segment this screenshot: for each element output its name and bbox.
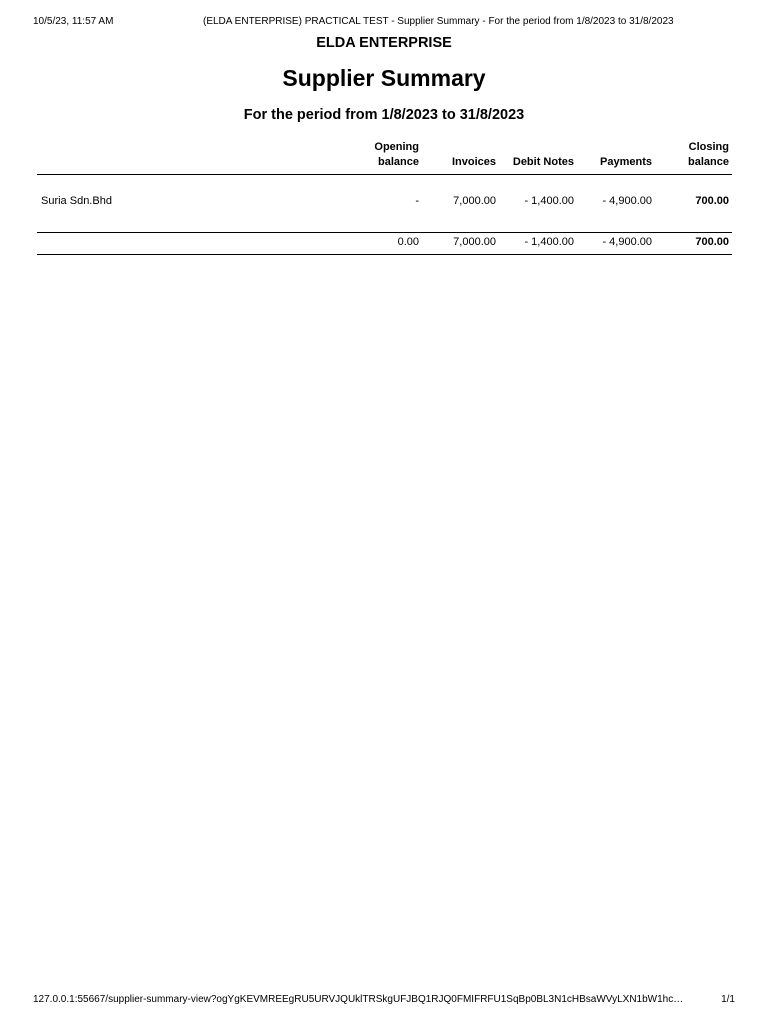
header-opening-balance: Opening balance: [374, 141, 419, 168]
invoices-value: 7,000.00: [453, 195, 496, 207]
report-period: For the period from 1/8/2023 to 31/8/2023: [243, 107, 525, 123]
page-url: 127.0.0.1:55667/supplier-summary-view?ogYgKEVMREEgRU5URVJQUklTRSkgUFJBQ1RJQ0FMIFRFU1SqBp0BL3N1cHBsaWVyLXN1bW1hc…: [33, 994, 684, 1005]
print-document-title: (ELDA ENTERPRISE) PRACTICAL TEST - Supplier Summary - For the period from 1/8/2023 to 31/8/2023: [203, 16, 674, 27]
total-invoices: 7,000.00: [453, 236, 496, 248]
total-closing-balance: 700.00: [695, 236, 729, 248]
print-header: [0, 16, 768, 30]
header-payments: Payments: [600, 156, 652, 168]
header-closing-balance: Closing balance: [688, 141, 729, 168]
table-header-row: [37, 139, 732, 175]
payments-value: - 4,900.00: [602, 195, 652, 207]
print-timestamp: 10/5/23, 11:57 AM: [33, 16, 114, 27]
totals-row: [37, 233, 732, 255]
closing-balance-value: 700.00: [695, 195, 729, 207]
total-payments: - 4,900.00: [602, 236, 652, 248]
header-invoices: Invoices: [451, 156, 496, 168]
company-name: ELDA ENTERPRISE: [316, 35, 452, 51]
supplier-name: Suria Sdn.Bhd: [41, 195, 112, 207]
report-title: Supplier Summary: [282, 65, 486, 91]
table-row: [37, 175, 732, 233]
total-debit-notes: - 1,400.00: [524, 236, 574, 248]
total-opening-balance: 0.00: [397, 236, 419, 248]
supplier-summary-table: [37, 139, 732, 255]
header-debit-notes: Debit Notes: [512, 156, 574, 168]
opening-balance-value: -: [415, 195, 419, 207]
page-number: 1/1: [721, 994, 735, 1005]
debit-notes-value: - 1,400.00: [524, 195, 574, 207]
